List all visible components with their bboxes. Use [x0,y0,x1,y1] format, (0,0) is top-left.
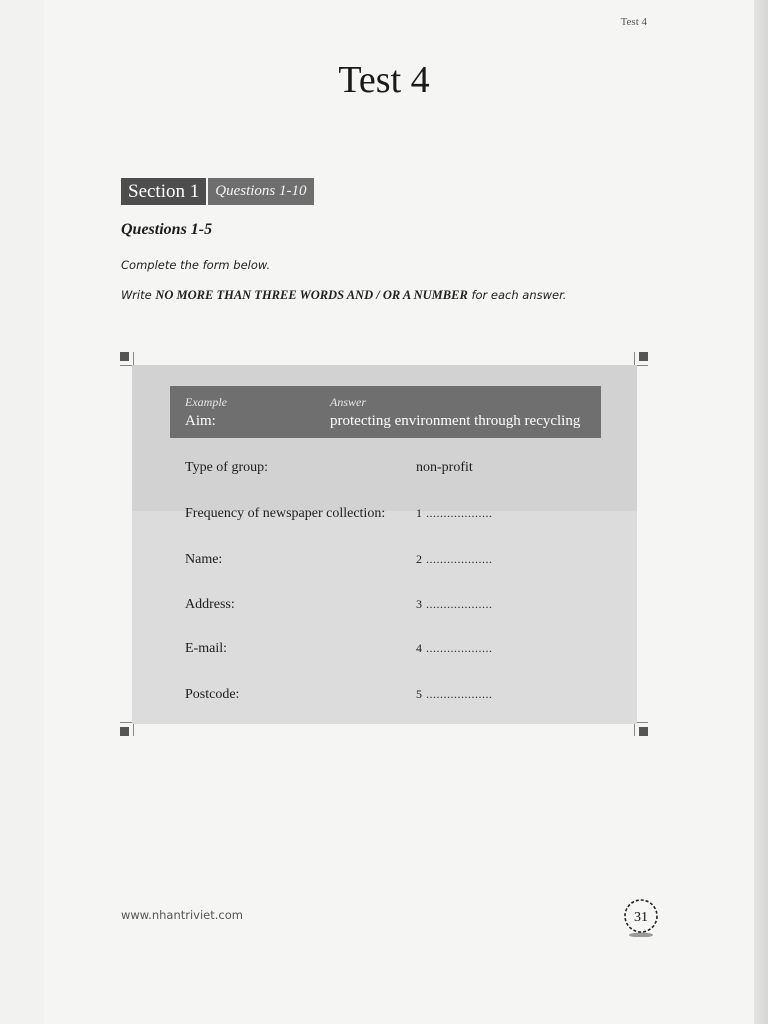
questions-heading: Questions 1-5 [121,221,213,238]
answer-blank-5[interactable]: 5 ................... [416,687,493,701]
section-name: Section 1 [121,178,206,205]
example-answer: protecting environment through recycling [330,413,581,429]
answer-blank-2[interactable]: 2 ................... [416,552,493,566]
page-number-badge [621,897,661,937]
example-label: Example [185,395,227,409]
frame-corner-bl [120,727,129,736]
section-questions-range: Questions 1-10 [208,178,313,205]
form-box [132,365,637,724]
section-banner [121,178,314,205]
instruction-line-2 [121,288,566,303]
row-label: Postcode: [185,687,240,702]
example-bar [170,386,601,438]
page-title: Test 4 [338,59,430,101]
row-label: Name: [185,552,223,567]
example-field: Aim: [185,413,216,429]
instruction-prefix: Write [121,288,156,302]
page-edge [754,0,768,1024]
frame-corner-br [639,727,648,736]
answer-blank-3[interactable]: 3 ................... [416,597,493,611]
row-label: Type of group: [185,460,269,475]
instruction-emphasis: NO MORE THAN THREE WORDS AND / OR A NUMBER [155,288,468,302]
frame-corner-tr [639,352,648,361]
instruction-suffix: for each answer. [467,288,567,302]
answer-blank-4[interactable]: 4 ................... [416,641,493,655]
row-value: non-profit [416,460,473,475]
instruction-line-1: Complete the form below. [121,258,271,272]
frame-corner-tl [120,352,129,361]
running-header: Test 4 [620,16,647,28]
badge-shadow [629,933,653,938]
answer-blank-1[interactable]: 1 ................... [416,506,493,520]
footer-url: www.nhantriviet.com [121,908,243,922]
row-label: Address: [185,597,235,612]
page-number: 31 [634,910,648,925]
answer-label: Answer [330,395,366,409]
row-label: E-mail: [185,641,227,656]
row-label: Frequency of newspaper collection: [185,506,386,521]
